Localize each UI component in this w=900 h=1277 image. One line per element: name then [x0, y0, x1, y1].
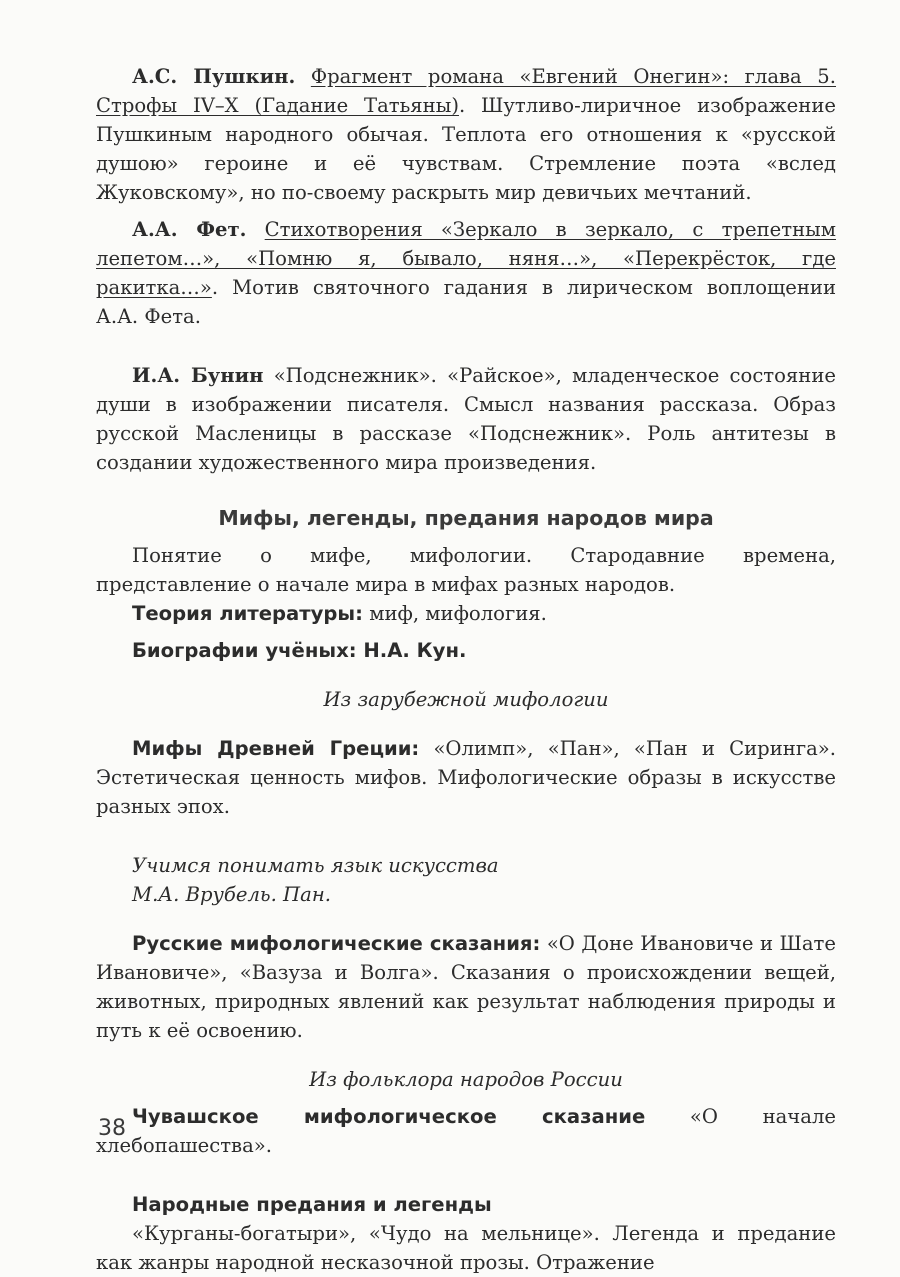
paragraph-fet — [96, 215, 836, 331]
theory-label: Теория литературы: — [132, 602, 363, 625]
paragraph-fet-text: . Мотив святочного гадания в лирическом воплощении А.А. Фета. — [96, 276, 836, 328]
author-fet: А.А. Фет. — [132, 218, 247, 241]
paragraph-legends: «Курганы-богатыри», «Чудо на мельнице». Легенда и предание как жанры народной несказочной прозы. Отражение — [96, 1222, 836, 1274]
paragraph-theory — [96, 599, 836, 628]
work-title-fet-poems: Стихотворения «Зеркало в зеркало, с трепетным лепетом…», «Помню я, бывало, няня…», «Перекрёсток, где ракитка…» — [96, 218, 837, 299]
greek-myths-label: Мифы Древней Греции: — [132, 737, 420, 760]
russian-myths-label: Русские мифологические сказания: — [132, 932, 541, 955]
page-number: 38 — [98, 1116, 126, 1141]
legends-label: Народные предания и легенды — [132, 1193, 492, 1216]
paragraph-pushkin-text: . Шутливо-лиричное изображение Пушкиным народного обычая. Теплота его отношения к «русской душою» героине и её чувствам. Стремление поэта «вслед Жуковскому», но по-своему раскрыть мир девичьих мечтаний. — [96, 94, 836, 204]
subheading-russian-folklore: Из фольклора народов России — [309, 1068, 623, 1091]
paragraph-bunin-text: «Подснежник». «Райское», младенческое состояние души в изображении писателя. Смысл названия рассказа. Образ русской Масленицы в рассказе «Подснежник». Роль антитезы в создании художественного мира произведения. — [96, 364, 837, 474]
russian-myths-text: «О Доне Ивановиче и Шате Ивановиче», «Вазуза и Волга». Сказания о происхождении вещей, животных, природных явлений как результат наблюдения природы и путь к её освоению. — [96, 932, 836, 1042]
paragraph-myth-concept: Понятие о мифе, мифологии. Стародавние времена, представление о начале мира в мифах разных народов. — [96, 544, 836, 596]
art-heading: Учимся понимать язык искусства — [132, 854, 499, 877]
biographies-label: Биографии учёных: Н.А. Кун. — [132, 639, 467, 662]
theory-text: миф, мифология. — [362, 602, 547, 625]
chuvash-text: «О начале хлебопашества». — [96, 1105, 836, 1157]
author-bunin: И.А. Бунин — [132, 364, 264, 387]
work-title-onegin: Фрагмент романа «Евгений Онегин»: глава 5. Строфы IV–X (Гадание Татьяны) — [96, 65, 836, 117]
section-heading: Мифы, легенды, предания народов мира — [218, 506, 714, 530]
subheading-foreign-mythology: Из зарубежной мифологии — [323, 688, 609, 711]
paragraph-greek-myths — [96, 734, 836, 821]
greek-myths-text: «Олимп», «Пан», «Пан и Сиринга». Эстетическая ценность мифов. Мифологические образы в искусстве разных эпох. — [96, 737, 836, 818]
paragraph-pushkin — [96, 62, 836, 207]
paragraph-biographies — [96, 636, 836, 665]
author-pushkin: А.С. Пушкин. — [132, 65, 296, 88]
page-body — [96, 62, 836, 1277]
paragraph-legends-heading — [96, 1190, 836, 1219]
paragraph-chuvash — [96, 1102, 836, 1160]
chuvash-label: Чувашское мифологическое сказание — [132, 1105, 646, 1128]
paragraph-bunin — [96, 361, 836, 477]
paragraph-russian-myths — [96, 929, 836, 1045]
art-work: М.А. Врубель. Пан. — [132, 883, 331, 906]
